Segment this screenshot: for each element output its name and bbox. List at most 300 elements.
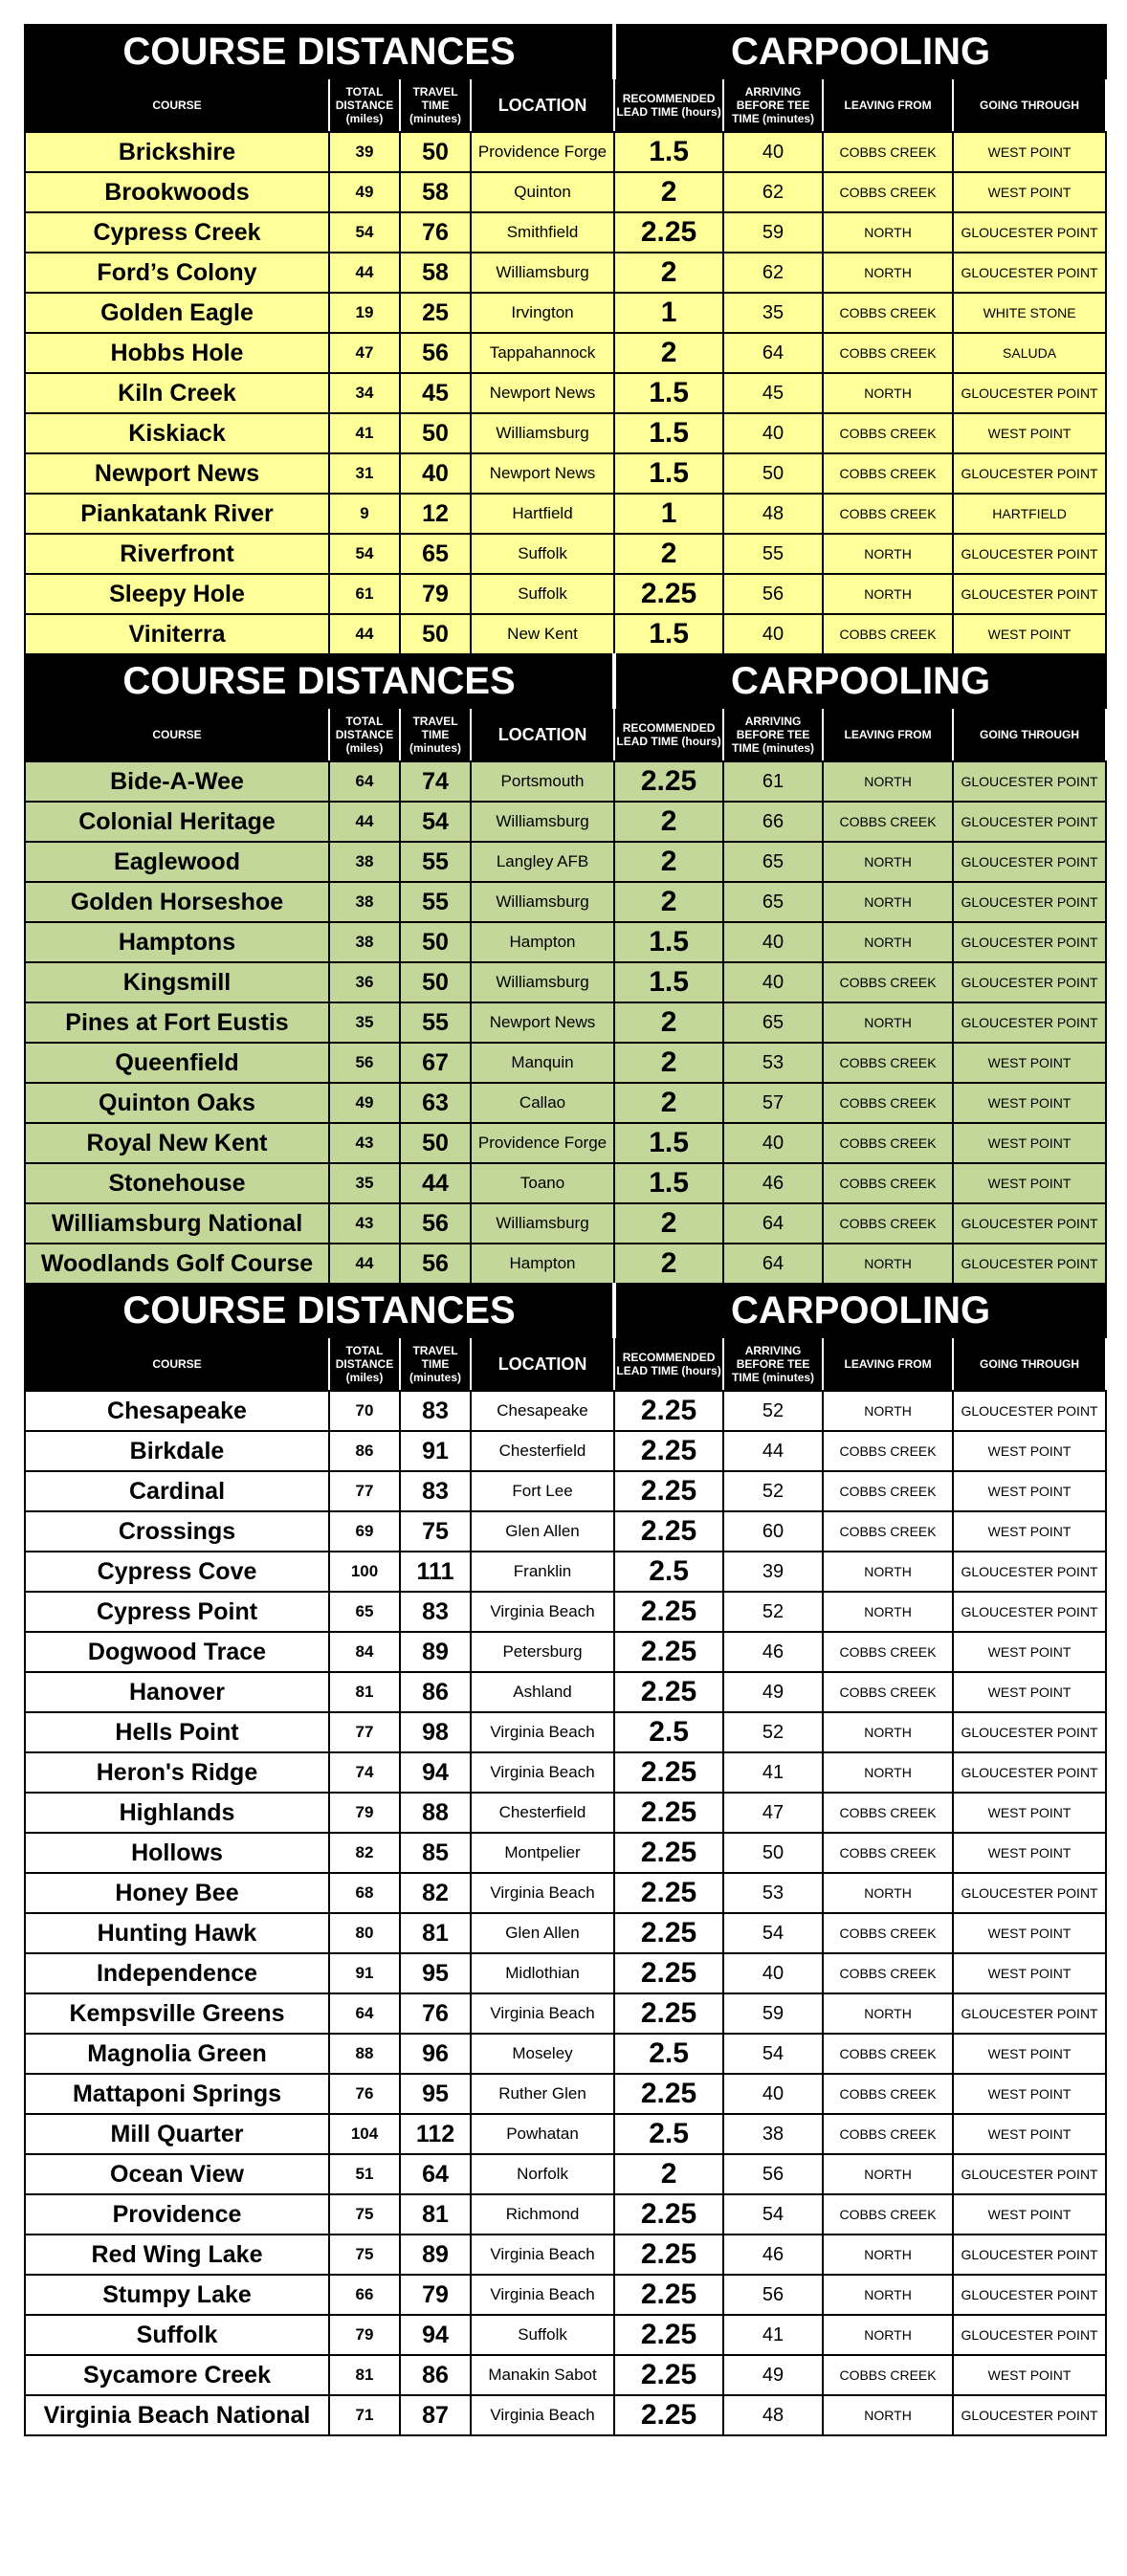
total-distance-cell: 39: [329, 132, 400, 172]
going-through-cell: GLOUCESTER POINT: [953, 962, 1106, 1002]
arriving-before-cell: 38: [723, 2114, 823, 2154]
table-row: [25, 1391, 1106, 1431]
travel-time-cell: 95: [400, 2074, 471, 2114]
travel-time-cell: 88: [400, 1793, 471, 1833]
going-through-cell: GLOUCESTER POINT: [953, 373, 1106, 413]
arriving-before-cell: 40: [723, 413, 823, 453]
total-distance-cell: 9: [329, 494, 400, 534]
location-cell: Ashland: [471, 1672, 614, 1712]
table-row: [25, 132, 1106, 172]
arriving-before-cell: 46: [723, 2235, 823, 2275]
location-cell: Toano: [471, 1163, 614, 1203]
lead-time-cell: 2: [614, 802, 723, 842]
col-lead-time: RECOMMENDED LEAD TIME (hours): [614, 1337, 723, 1391]
lead-time-cell: 2.5: [614, 2034, 723, 2074]
table-row: [25, 802, 1106, 842]
arriving-before-cell: 52: [723, 1592, 823, 1632]
location-cell: Virginia Beach: [471, 2235, 614, 2275]
course-name-cell: Riverfront: [25, 534, 329, 574]
going-through-cell: WEST POINT: [953, 172, 1106, 212]
col-going-through: GOING THROUGH: [953, 1337, 1106, 1391]
lead-time-cell: 2.5: [614, 2114, 723, 2154]
carpooling-title: CARPOOLING: [614, 654, 1106, 708]
travel-time-cell: 55: [400, 1002, 471, 1043]
table-row: [25, 2275, 1106, 2315]
travel-time-cell: 112: [400, 2114, 471, 2154]
table-row: [25, 413, 1106, 453]
course-name-cell: Red Wing Lake: [25, 2235, 329, 2275]
location-cell: Fort Lee: [471, 1471, 614, 1511]
total-distance-cell: 36: [329, 962, 400, 1002]
travel-time-cell: 50: [400, 922, 471, 962]
leaving-from-cell: COBBS CREEK: [823, 2355, 953, 2395]
arriving-before-cell: 40: [723, 1123, 823, 1163]
total-distance-cell: 31: [329, 453, 400, 494]
travel-time-cell: 81: [400, 2194, 471, 2235]
leaving-from-cell: NORTH: [823, 373, 953, 413]
arriving-before-cell: 66: [723, 802, 823, 842]
travel-time-cell: 76: [400, 212, 471, 253]
arriving-before-cell: 35: [723, 293, 823, 333]
total-distance-cell: 35: [329, 1163, 400, 1203]
table-row: [25, 373, 1106, 413]
arriving-before-cell: 64: [723, 333, 823, 373]
lead-time-cell: 2.25: [614, 1953, 723, 1993]
table-row: [25, 574, 1106, 614]
course-name-cell: Heron's Ridge: [25, 1752, 329, 1793]
location-cell: Williamsburg: [471, 413, 614, 453]
leaving-from-cell: COBBS CREEK: [823, 1431, 953, 1471]
going-through-cell: GLOUCESTER POINT: [953, 2154, 1106, 2194]
location-cell: Williamsburg: [471, 962, 614, 1002]
travel-time-cell: 64: [400, 2154, 471, 2194]
travel-time-cell: 83: [400, 1391, 471, 1431]
carpooling-title: CARPOOLING: [614, 25, 1106, 78]
travel-time-cell: 82: [400, 1873, 471, 1913]
travel-time-cell: 50: [400, 413, 471, 453]
lead-time-cell: 2: [614, 333, 723, 373]
table-row: [25, 1873, 1106, 1913]
location-cell: Hampton: [471, 922, 614, 962]
going-through-cell: WEST POINT: [953, 1632, 1106, 1672]
lead-time-cell: 2.25: [614, 1993, 723, 2034]
total-distance-cell: 70: [329, 1391, 400, 1431]
travel-time-cell: 91: [400, 1431, 471, 1471]
arriving-before-cell: 49: [723, 1672, 823, 1712]
table-row: [25, 1083, 1106, 1123]
location-cell: Franklin: [471, 1552, 614, 1592]
going-through-cell: WEST POINT: [953, 614, 1106, 654]
lead-time-cell: 2: [614, 1203, 723, 1244]
travel-time-cell: 44: [400, 1163, 471, 1203]
total-distance-cell: 44: [329, 1244, 400, 1284]
leaving-from-cell: NORTH: [823, 574, 953, 614]
total-distance-cell: 38: [329, 882, 400, 922]
total-distance-cell: 79: [329, 2315, 400, 2355]
travel-time-cell: 79: [400, 2275, 471, 2315]
travel-time-cell: 56: [400, 1244, 471, 1284]
location-cell: Virginia Beach: [471, 2275, 614, 2315]
col-arriving: ARRIVING BEFORE TEE TIME (minutes): [723, 78, 823, 132]
location-cell: Providence Forge: [471, 132, 614, 172]
travel-time-cell: 67: [400, 1043, 471, 1083]
course-name-cell: Birkdale: [25, 1431, 329, 1471]
table-row: [25, 2315, 1106, 2355]
col-travel-time: TRAVEL TIME (minutes): [400, 708, 471, 761]
title-band: [25, 654, 1106, 708]
arriving-before-cell: 40: [723, 614, 823, 654]
lead-time-cell: 1.5: [614, 1163, 723, 1203]
course-name-cell: Crossings: [25, 1511, 329, 1552]
total-distance-cell: 81: [329, 2355, 400, 2395]
travel-time-cell: 89: [400, 2235, 471, 2275]
course-name-cell: Brickshire: [25, 132, 329, 172]
travel-time-cell: 111: [400, 1552, 471, 1592]
going-through-cell: GLOUCESTER POINT: [953, 212, 1106, 253]
lead-time-cell: 2: [614, 842, 723, 882]
col-location: LOCATION: [471, 1337, 614, 1391]
course-name-cell: Pines at Fort Eustis: [25, 1002, 329, 1043]
arriving-before-cell: 64: [723, 1203, 823, 1244]
lead-time-cell: 1.5: [614, 962, 723, 1002]
course-name-cell: Chesapeake: [25, 1391, 329, 1431]
lead-time-cell: 2: [614, 1244, 723, 1284]
arriving-before-cell: 45: [723, 373, 823, 413]
course-name-cell: Hamptons: [25, 922, 329, 962]
going-through-cell: WEST POINT: [953, 1043, 1106, 1083]
leaving-from-cell: NORTH: [823, 2235, 953, 2275]
course-name-cell: Hells Point: [25, 1712, 329, 1752]
total-distance-cell: 54: [329, 534, 400, 574]
lead-time-cell: 2.25: [614, 2194, 723, 2235]
going-through-cell: GLOUCESTER POINT: [953, 2315, 1106, 2355]
lead-time-cell: 2.5: [614, 1712, 723, 1752]
location-cell: Williamsburg: [471, 253, 614, 293]
lead-time-cell: 2: [614, 534, 723, 574]
total-distance-cell: 88: [329, 2034, 400, 2074]
lead-time-cell: 1.5: [614, 614, 723, 654]
travel-time-cell: 95: [400, 1953, 471, 1993]
location-cell: Glen Allen: [471, 1913, 614, 1953]
total-distance-cell: 77: [329, 1712, 400, 1752]
table-row: [25, 1471, 1106, 1511]
travel-time-cell: 50: [400, 132, 471, 172]
location-cell: Virginia Beach: [471, 1993, 614, 2034]
leaving-from-cell: COBBS CREEK: [823, 172, 953, 212]
col-arriving: ARRIVING BEFORE TEE TIME (minutes): [723, 1337, 823, 1391]
course-name-cell: Independence: [25, 1953, 329, 1993]
leaving-from-cell: NORTH: [823, 1712, 953, 1752]
total-distance-cell: 64: [329, 761, 400, 802]
arriving-before-cell: 40: [723, 132, 823, 172]
location-cell: Moseley: [471, 2034, 614, 2074]
location-cell: Manquin: [471, 1043, 614, 1083]
course-name-cell: Hunting Hawk: [25, 1913, 329, 1953]
total-distance-cell: 19: [329, 293, 400, 333]
leaving-from-cell: COBBS CREEK: [823, 1632, 953, 1672]
col-location: LOCATION: [471, 78, 614, 132]
leaving-from-cell: COBBS CREEK: [823, 333, 953, 373]
going-through-cell: WEST POINT: [953, 1163, 1106, 1203]
arriving-before-cell: 41: [723, 2315, 823, 2355]
arriving-before-cell: 46: [723, 1163, 823, 1203]
going-through-cell: GLOUCESTER POINT: [953, 2235, 1106, 2275]
leaving-from-cell: NORTH: [823, 1552, 953, 1592]
leaving-from-cell: COBBS CREEK: [823, 614, 953, 654]
leaving-from-cell: NORTH: [823, 842, 953, 882]
total-distance-cell: 76: [329, 2074, 400, 2114]
table-row: [25, 1043, 1106, 1083]
course-name-cell: Ocean View: [25, 2154, 329, 2194]
travel-time-cell: 94: [400, 2315, 471, 2355]
location-cell: Virginia Beach: [471, 1592, 614, 1632]
going-through-cell: WEST POINT: [953, 2074, 1106, 2114]
arriving-before-cell: 44: [723, 1431, 823, 1471]
location-cell: Williamsburg: [471, 1203, 614, 1244]
lead-time-cell: 2.25: [614, 2235, 723, 2275]
going-through-cell: WEST POINT: [953, 1953, 1106, 1993]
going-through-cell: HARTFIELD: [953, 494, 1106, 534]
leaving-from-cell: NORTH: [823, 253, 953, 293]
going-through-cell: GLOUCESTER POINT: [953, 922, 1106, 962]
arriving-before-cell: 53: [723, 1043, 823, 1083]
location-cell: Chesapeake: [471, 1391, 614, 1431]
travel-time-cell: 76: [400, 1993, 471, 2034]
course-name-cell: Dogwood Trace: [25, 1632, 329, 1672]
col-total-distance: TOTAL DISTANCE (miles): [329, 1337, 400, 1391]
arriving-before-cell: 56: [723, 574, 823, 614]
carpooling-title: CARPOOLING: [614, 1284, 1106, 1337]
going-through-cell: GLOUCESTER POINT: [953, 1552, 1106, 1592]
lead-time-cell: 1.5: [614, 453, 723, 494]
arriving-before-cell: 40: [723, 2074, 823, 2114]
lead-time-cell: 2.25: [614, 212, 723, 253]
travel-time-cell: 89: [400, 1632, 471, 1672]
location-cell: Chesterfield: [471, 1431, 614, 1471]
location-cell: Newport News: [471, 453, 614, 494]
travel-time-cell: 58: [400, 253, 471, 293]
course-name-cell: Cardinal: [25, 1471, 329, 1511]
lead-time-cell: 2: [614, 172, 723, 212]
course-name-cell: Kempsville Greens: [25, 1993, 329, 2034]
location-cell: Chesterfield: [471, 1793, 614, 1833]
col-course: COURSE: [25, 1337, 329, 1391]
total-distance-cell: 100: [329, 1552, 400, 1592]
total-distance-cell: 65: [329, 1592, 400, 1632]
course-name-cell: Golden Eagle: [25, 293, 329, 333]
travel-time-cell: 74: [400, 761, 471, 802]
table-row: [25, 1203, 1106, 1244]
table-row: [25, 1793, 1106, 1833]
lead-time-cell: 2.25: [614, 574, 723, 614]
leaving-from-cell: NORTH: [823, 1002, 953, 1043]
table-row: [25, 2034, 1106, 2074]
leaving-from-cell: NORTH: [823, 1993, 953, 2034]
course-name-cell: Cypress Point: [25, 1592, 329, 1632]
course-name-cell: Piankatank River: [25, 494, 329, 534]
lead-time-cell: 2.25: [614, 1391, 723, 1431]
table-row: [25, 333, 1106, 373]
going-through-cell: GLOUCESTER POINT: [953, 453, 1106, 494]
leaving-from-cell: COBBS CREEK: [823, 1833, 953, 1873]
table-row: [25, 1592, 1106, 1632]
leaving-from-cell: NORTH: [823, 2154, 953, 2194]
arriving-before-cell: 48: [723, 494, 823, 534]
leaving-from-cell: NORTH: [823, 882, 953, 922]
total-distance-cell: 54: [329, 212, 400, 253]
course-name-cell: Mill Quarter: [25, 2114, 329, 2154]
travel-time-cell: 63: [400, 1083, 471, 1123]
going-through-cell: WEST POINT: [953, 2034, 1106, 2074]
total-distance-cell: 74: [329, 1752, 400, 1793]
going-through-cell: GLOUCESTER POINT: [953, 1712, 1106, 1752]
total-distance-cell: 61: [329, 574, 400, 614]
travel-time-cell: 58: [400, 172, 471, 212]
course-name-cell: Kingsmill: [25, 962, 329, 1002]
section-white: [25, 1284, 1106, 2435]
leaving-from-cell: NORTH: [823, 2275, 953, 2315]
col-location: LOCATION: [471, 708, 614, 761]
course-name-cell: Magnolia Green: [25, 2034, 329, 2074]
lead-time-cell: 1.5: [614, 132, 723, 172]
lead-time-cell: 2.25: [614, 2395, 723, 2435]
col-leaving-from: LEAVING FROM: [823, 78, 953, 132]
course-distances-title: COURSE DISTANCES: [25, 654, 614, 708]
col-going-through: GOING THROUGH: [953, 708, 1106, 761]
location-cell: Newport News: [471, 373, 614, 413]
lead-time-cell: 2.25: [614, 2315, 723, 2355]
total-distance-cell: 41: [329, 413, 400, 453]
travel-time-cell: 12: [400, 494, 471, 534]
travel-time-cell: 96: [400, 2034, 471, 2074]
course-name-cell: Woodlands Golf Course: [25, 1244, 329, 1284]
col-lead-time: RECOMMENDED LEAD TIME (hours): [614, 708, 723, 761]
course-name-cell: Highlands: [25, 1793, 329, 1833]
location-cell: Virginia Beach: [471, 2395, 614, 2435]
going-through-cell: WEST POINT: [953, 2355, 1106, 2395]
leaving-from-cell: COBBS CREEK: [823, 1203, 953, 1244]
leaving-from-cell: NORTH: [823, 761, 953, 802]
col-travel-time: TRAVEL TIME (minutes): [400, 1337, 471, 1391]
col-total-distance: TOTAL DISTANCE (miles): [329, 78, 400, 132]
location-cell: Virginia Beach: [471, 1752, 614, 1793]
arriving-before-cell: 56: [723, 2275, 823, 2315]
location-cell: Callao: [471, 1083, 614, 1123]
leaving-from-cell: COBBS CREEK: [823, 453, 953, 494]
course-name-cell: Cypress Creek: [25, 212, 329, 253]
column-headers: [25, 1337, 1106, 1391]
arriving-before-cell: 41: [723, 1752, 823, 1793]
going-through-cell: GLOUCESTER POINT: [953, 882, 1106, 922]
going-through-cell: WEST POINT: [953, 1471, 1106, 1511]
total-distance-cell: 49: [329, 172, 400, 212]
lead-time-cell: 2: [614, 2154, 723, 2194]
title-band: [25, 25, 1106, 78]
lead-time-cell: 2.25: [614, 1752, 723, 1793]
total-distance-cell: 68: [329, 1873, 400, 1913]
travel-time-cell: 98: [400, 1712, 471, 1752]
going-through-cell: GLOUCESTER POINT: [953, 2275, 1106, 2315]
leaving-from-cell: NORTH: [823, 1592, 953, 1632]
arriving-before-cell: 47: [723, 1793, 823, 1833]
table-row: [25, 293, 1106, 333]
leaving-from-cell: COBBS CREEK: [823, 962, 953, 1002]
table-row: [25, 882, 1106, 922]
course-name-cell: Brookwoods: [25, 172, 329, 212]
course-name-cell: Kiskiack: [25, 413, 329, 453]
arriving-before-cell: 48: [723, 2395, 823, 2435]
course-name-cell: Hobbs Hole: [25, 333, 329, 373]
travel-time-cell: 55: [400, 882, 471, 922]
total-distance-cell: 91: [329, 1953, 400, 1993]
arriving-before-cell: 50: [723, 1833, 823, 1873]
arriving-before-cell: 60: [723, 1511, 823, 1552]
going-through-cell: WEST POINT: [953, 2114, 1106, 2154]
travel-time-cell: 55: [400, 842, 471, 882]
table-row: [25, 1632, 1106, 1672]
table-row: [25, 1123, 1106, 1163]
travel-time-cell: 94: [400, 1752, 471, 1793]
arriving-before-cell: 65: [723, 1002, 823, 1043]
table-row: [25, 1552, 1106, 1592]
lead-time-cell: 2.25: [614, 1471, 723, 1511]
arriving-before-cell: 54: [723, 2034, 823, 2074]
leaving-from-cell: COBBS CREEK: [823, 2194, 953, 2235]
total-distance-cell: 51: [329, 2154, 400, 2194]
leaving-from-cell: COBBS CREEK: [823, 802, 953, 842]
travel-time-cell: 85: [400, 1833, 471, 1873]
going-through-cell: GLOUCESTER POINT: [953, 574, 1106, 614]
leaving-from-cell: COBBS CREEK: [823, 2074, 953, 2114]
going-through-cell: GLOUCESTER POINT: [953, 761, 1106, 802]
course-name-cell: Quinton Oaks: [25, 1083, 329, 1123]
total-distance-cell: 38: [329, 922, 400, 962]
total-distance-cell: 35: [329, 1002, 400, 1043]
table-row: [25, 2355, 1106, 2395]
table-row: [25, 1002, 1106, 1043]
total-distance-cell: 44: [329, 253, 400, 293]
leaving-from-cell: NORTH: [823, 212, 953, 253]
going-through-cell: WEST POINT: [953, 1083, 1106, 1123]
travel-time-cell: 83: [400, 1471, 471, 1511]
total-distance-cell: 43: [329, 1203, 400, 1244]
table-row: [25, 2114, 1106, 2154]
table-row: [25, 1953, 1106, 1993]
col-leaving-from: LEAVING FROM: [823, 708, 953, 761]
table-row: [25, 534, 1106, 574]
arriving-before-cell: 54: [723, 2194, 823, 2235]
location-cell: Montpelier: [471, 1833, 614, 1873]
golf-course-distance-sheet: [24, 24, 1105, 2436]
table-row: [25, 1752, 1106, 1793]
leaving-from-cell: NORTH: [823, 534, 953, 574]
total-distance-cell: 44: [329, 802, 400, 842]
leaving-from-cell: COBBS CREEK: [823, 1793, 953, 1833]
location-cell: Norfolk: [471, 2154, 614, 2194]
travel-time-cell: 79: [400, 574, 471, 614]
arriving-before-cell: 50: [723, 453, 823, 494]
travel-time-cell: 86: [400, 2355, 471, 2395]
total-distance-cell: 49: [329, 1083, 400, 1123]
course-distances-title: COURSE DISTANCES: [25, 25, 614, 78]
table-row: [25, 253, 1106, 293]
course-name-cell: Ford’s Colony: [25, 253, 329, 293]
leaving-from-cell: COBBS CREEK: [823, 1123, 953, 1163]
arriving-before-cell: 40: [723, 922, 823, 962]
location-cell: Powhatan: [471, 2114, 614, 2154]
total-distance-cell: 34: [329, 373, 400, 413]
table-row: [25, 1993, 1106, 2034]
